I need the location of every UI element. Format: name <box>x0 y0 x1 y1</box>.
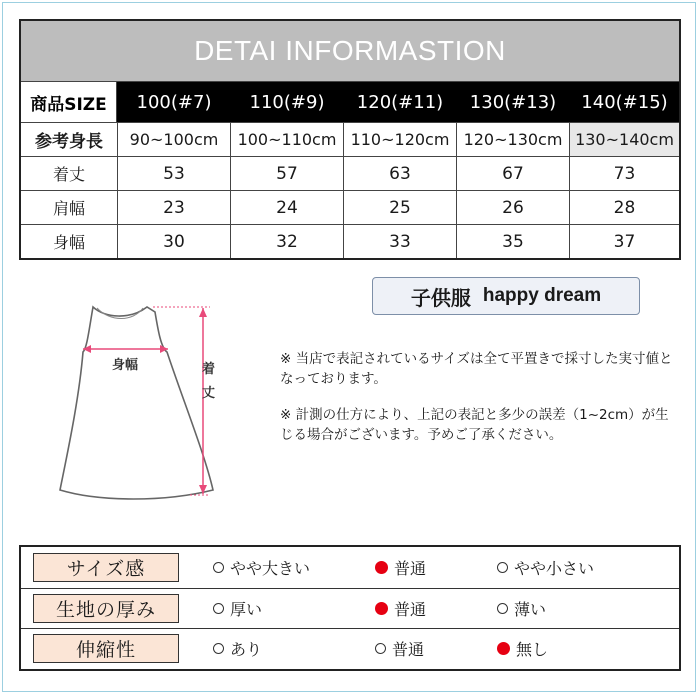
table-cell: 23 <box>117 191 230 224</box>
table-cell: 30 <box>117 225 230 258</box>
rating-row <box>21 588 679 629</box>
option-text: 普通 <box>394 599 427 619</box>
table-cell: 33 <box>343 225 456 258</box>
size-header: 120(#11) <box>343 82 456 122</box>
option-text: 無し <box>516 640 549 660</box>
size-header: 140(#15) <box>569 82 679 122</box>
option-text: 厚い <box>230 599 263 619</box>
table-cell: 28 <box>569 191 679 224</box>
radio-circle <box>213 562 224 573</box>
radio-circle <box>497 562 508 573</box>
table-cell: 130~140cm <box>569 123 679 156</box>
brand-box <box>372 277 640 315</box>
width-label: 身幅 <box>112 358 139 373</box>
rating-row <box>21 547 679 588</box>
length-label: 着 <box>202 362 216 377</box>
row-label: 身幅 <box>52 233 85 252</box>
table-cell: 120~130cm <box>456 123 569 156</box>
row-label: 肩幅 <box>52 199 85 218</box>
table-cell: 53 <box>117 157 230 190</box>
size-header: 100(#7) <box>117 82 230 122</box>
dress-outline <box>60 307 216 499</box>
note: ※ 計測の仕方により、上記の表記と多少の誤差（1~2cm）が生じる場合がございます。予めご了承ください。 <box>280 407 669 443</box>
rating-option <box>497 597 546 620</box>
table-row <box>21 156 679 190</box>
length-arrow-top <box>199 308 207 317</box>
table-cell: 26 <box>456 191 569 224</box>
option-text: やや大きい <box>230 558 311 578</box>
radio-circle-selected <box>497 642 510 655</box>
header-label: 商品SIZE <box>21 82 117 122</box>
radio-circle <box>213 643 224 654</box>
radio-circle <box>213 603 224 614</box>
length-label: 丈 <box>202 386 216 401</box>
radio-circle-selected <box>375 602 388 615</box>
radio-circle <box>497 603 508 614</box>
table-cell: 110~120cm <box>343 123 456 156</box>
rating-table <box>19 545 681 671</box>
radio-circle <box>375 643 386 654</box>
table-title: DETAI INFORMASTION <box>21 21 679 81</box>
rating-option <box>497 556 594 579</box>
option-text: あり <box>230 640 263 660</box>
table-cell: 73 <box>569 157 679 190</box>
rating-row <box>21 628 679 669</box>
table-row <box>21 224 679 258</box>
option-text: 普通 <box>394 558 427 578</box>
table-cell: 24 <box>230 191 343 224</box>
table-cell: 100~110cm <box>230 123 343 156</box>
table-cell: 67 <box>456 157 569 190</box>
table-cell: 63 <box>343 157 456 190</box>
rating-option <box>497 637 548 660</box>
table-cell: 37 <box>569 225 679 258</box>
rating-label: 生地の厚み <box>33 594 179 623</box>
size-header-row <box>21 81 679 122</box>
row-label: 参考身長 <box>35 132 103 152</box>
table-row <box>21 122 679 156</box>
rating-option <box>375 597 426 620</box>
row-label: 着丈 <box>52 165 85 184</box>
rating-option <box>375 637 424 660</box>
table-cell: 35 <box>456 225 569 258</box>
size-header: 130(#13) <box>456 82 569 122</box>
rating-option <box>213 637 262 660</box>
table-cell: 90~100cm <box>117 123 230 156</box>
rating-label: サイズ感 <box>33 553 179 582</box>
table-cell: 25 <box>343 191 456 224</box>
size-table <box>19 19 681 260</box>
rating-option <box>213 556 310 579</box>
option-text: やや小さい <box>514 558 595 578</box>
rating-option <box>375 556 426 579</box>
table-cell: 57 <box>230 157 343 190</box>
radio-circle-selected <box>375 561 388 574</box>
rating-option <box>213 597 262 620</box>
table-cell: 32 <box>230 225 343 258</box>
option-text: 薄い <box>514 599 547 619</box>
brand-jp: 子供服 <box>410 285 471 310</box>
size-header: 110(#9) <box>230 82 343 122</box>
brand-en: happy dream <box>482 285 602 306</box>
dress-diagram <box>55 290 225 510</box>
note: ※ 当店で表記されているサイズは全て平置きで採寸した実寸値となっております。 <box>280 351 673 387</box>
rating-label: 伸縮性 <box>33 634 179 663</box>
option-text: 普通 <box>392 640 425 660</box>
table-row <box>21 190 679 224</box>
